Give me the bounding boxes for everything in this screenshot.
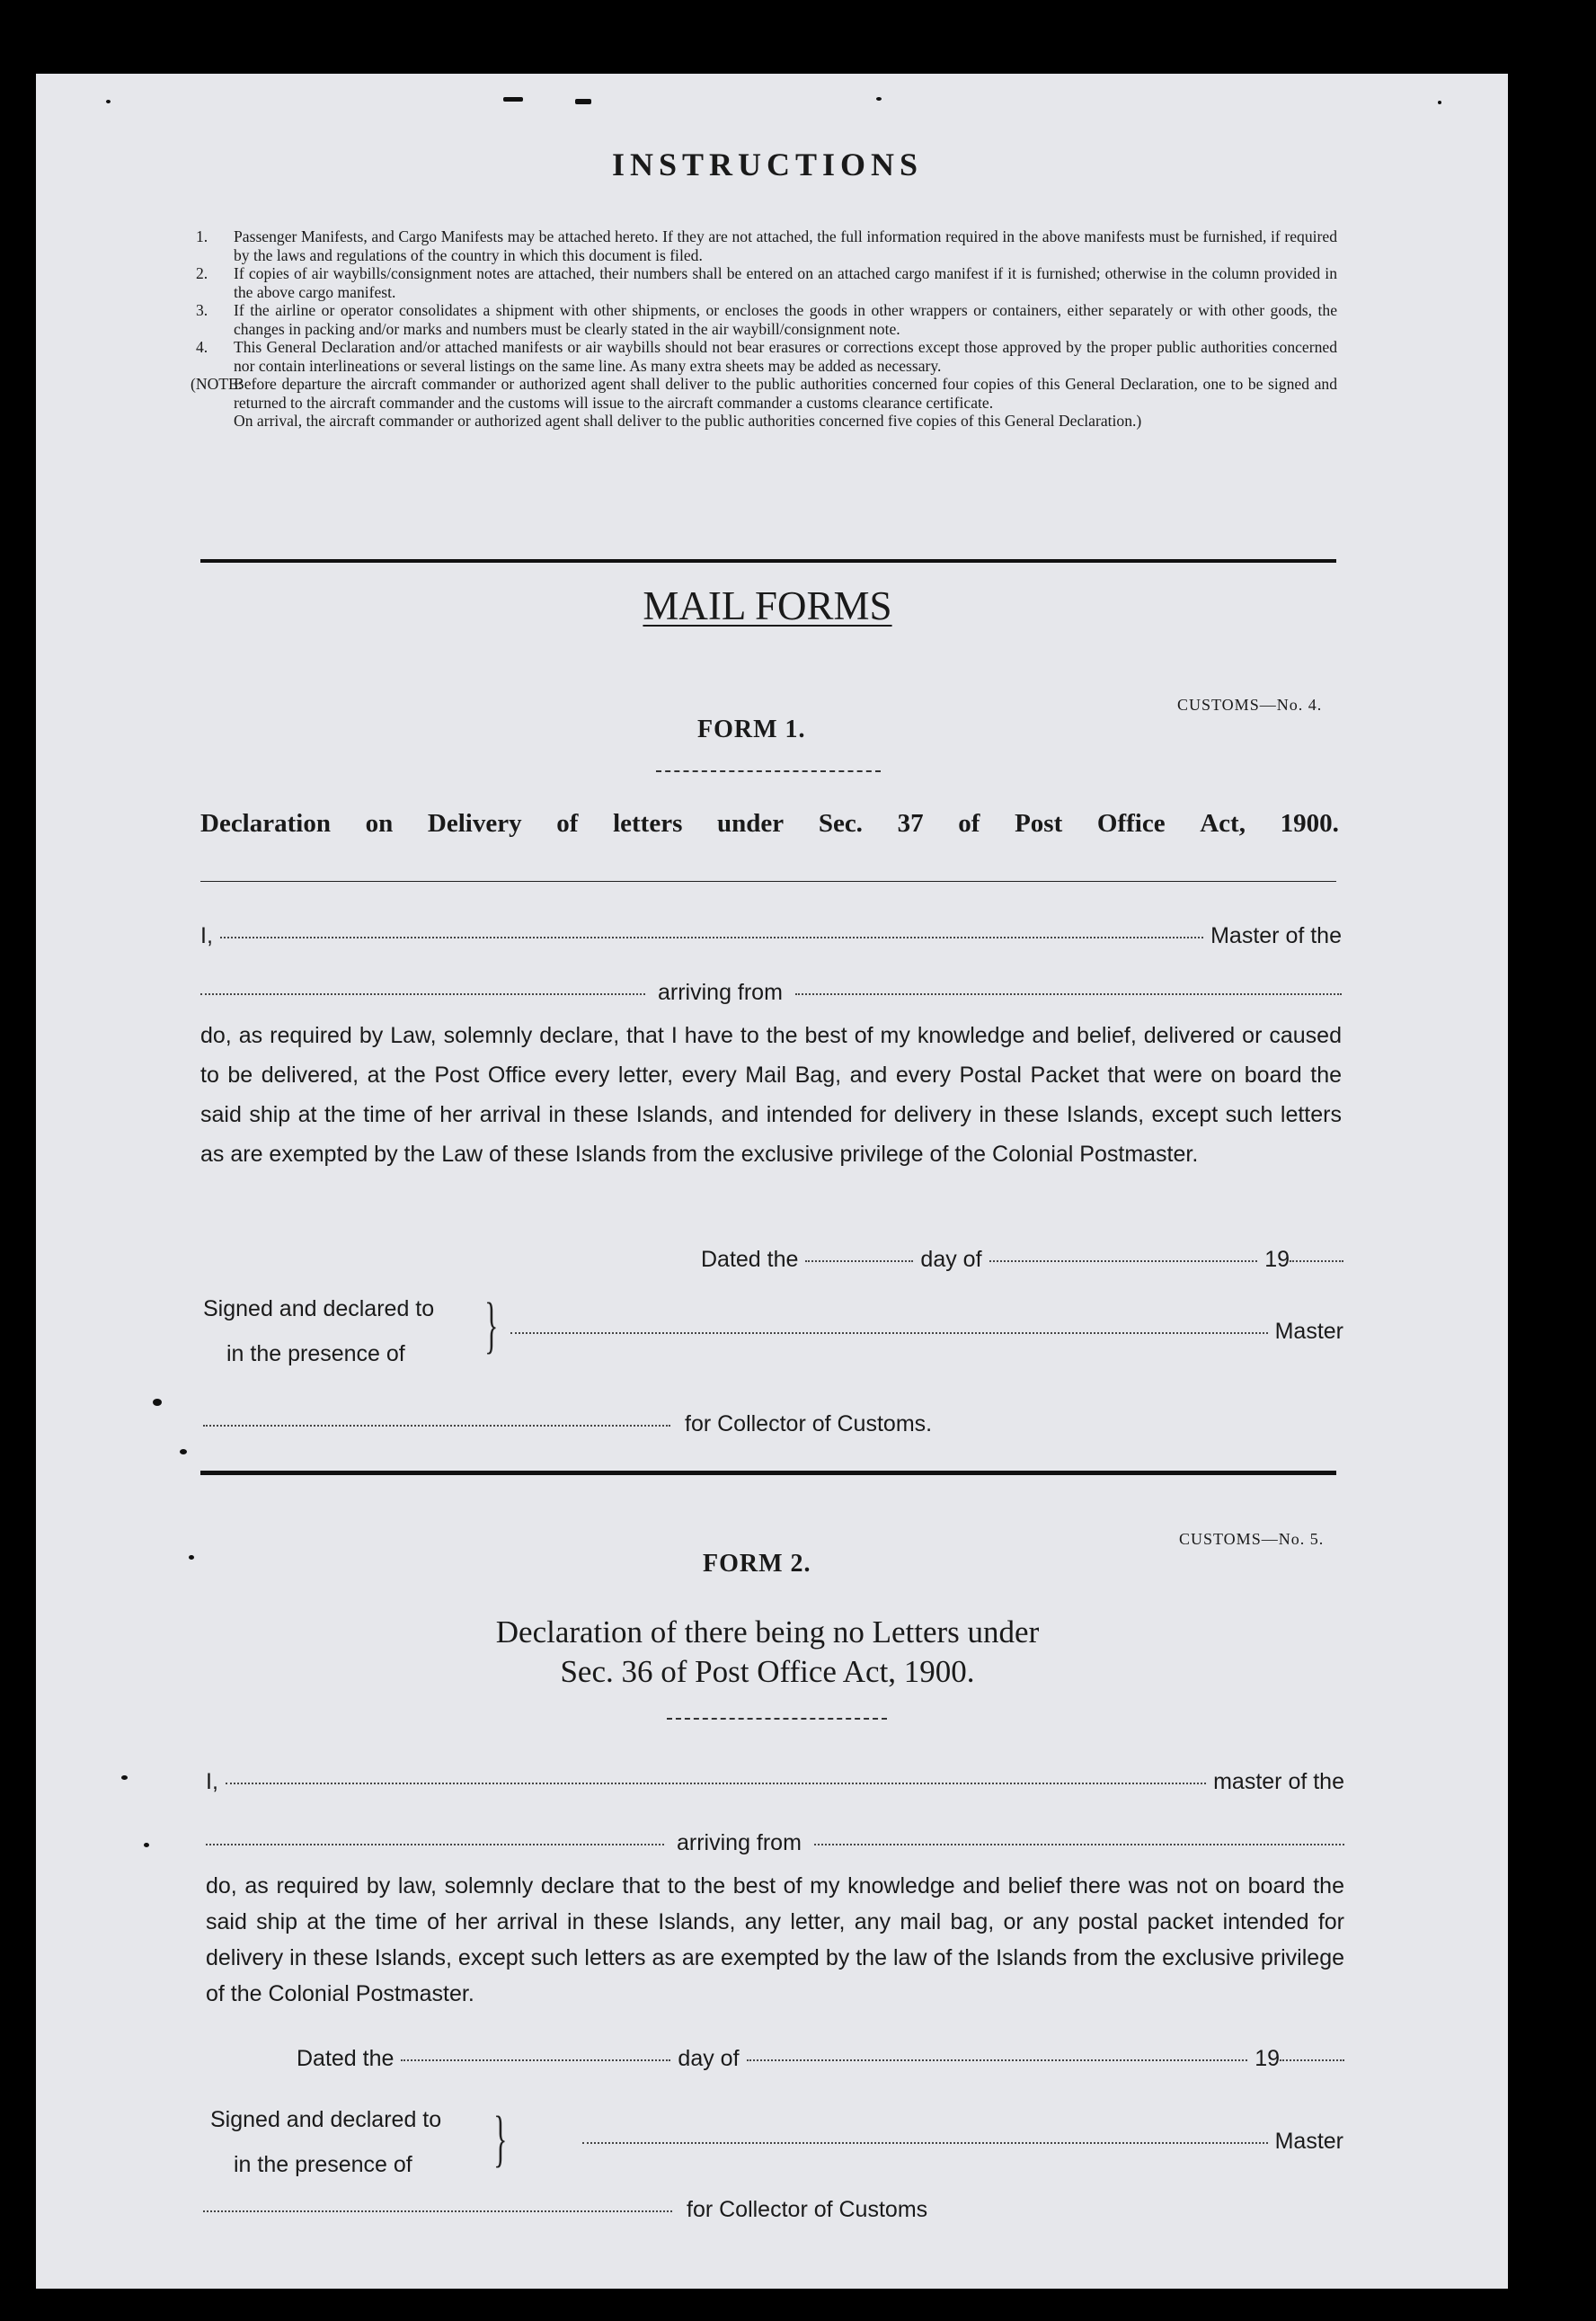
form2-master-line: [206, 1769, 1344, 1795]
date-month-field[interactable]: [989, 1260, 1258, 1262]
form1-dated-line: [701, 1247, 1343, 1273]
date-year-field[interactable]: [1290, 1260, 1343, 1262]
decl-word: Declaration: [200, 809, 331, 838]
instruction-item: [196, 227, 1337, 264]
decl-word: 37: [897, 809, 924, 838]
form2-year: 19: [1255, 2046, 1280, 2071]
form1-title-rule: [200, 881, 1336, 882]
note-label: (NOTE:: [191, 375, 243, 393]
decl-word: Delivery: [427, 809, 522, 838]
instructions-title: INSTRUCTIONS: [611, 147, 924, 182]
form2-signed-line1: Signed and declared to: [210, 2107, 442, 2132]
form1-arriving-from: arriving from: [658, 980, 783, 1005]
instruction-item: [196, 301, 1337, 338]
form2-signed-line2: in the presence of: [234, 2152, 412, 2177]
form1-line1-end: Master of the: [1210, 923, 1342, 948]
master-name-field[interactable]: [220, 937, 1203, 938]
master-name-field[interactable]: [226, 1783, 1206, 1784]
decl-word: Post: [1015, 809, 1063, 838]
note-text-departure: Before departure the aircraft commander or authorized agent shall deliver to the public authorities concerned four copies of this General Declaration, one to be signed and returned to the aircraft commander and the customs will issue to the aircraft commander a customs clearance certificate.: [234, 375, 1337, 412]
form2-line1-end: master of the: [1213, 1769, 1344, 1794]
form1-arriving-line: [200, 980, 1342, 1006]
scan-speck: [121, 1775, 128, 1780]
mail-forms-title: MAIL FORMS: [643, 583, 892, 628]
instruction-item: [196, 338, 1337, 375]
instruction-note-arrival: [196, 412, 1337, 431]
instruction-number: 1.: [196, 227, 208, 245]
scan-speck: [189, 1555, 194, 1560]
origin-field[interactable]: [814, 1844, 1344, 1845]
date-day-field[interactable]: [401, 2059, 670, 2061]
date-month-field[interactable]: [747, 2059, 1248, 2061]
scan-speck: [153, 1399, 162, 1406]
decl-word: Office: [1096, 809, 1166, 838]
form1-brace: }: [484, 1291, 499, 1360]
ship-name-field[interactable]: [200, 993, 645, 995]
scan-speck: [503, 97, 523, 102]
scan-speck: [180, 1449, 187, 1454]
decl-word: Sec.: [818, 809, 863, 838]
form1-year: 19: [1264, 1247, 1290, 1272]
decl-word: under: [717, 809, 785, 838]
decl-word: on: [365, 809, 394, 838]
form1-line1-start: I,: [200, 923, 213, 948]
master-signature-field[interactable]: [582, 2142, 1268, 2144]
instruction-text: This General Declaration and/or attached manifests or air waybills should not bear erasures or corrections except those approved by the proper public authorities concerned nor contain interlineations or several listings on the same line. As many extra sheets may be added as necessary.: [234, 338, 1337, 375]
form1-day-of: day of: [920, 1247, 982, 1272]
form2-dated-the: Dated the: [297, 2046, 395, 2071]
form2-heading: FORM 2.: [703, 1550, 811, 1578]
instructions-list: [191, 227, 1337, 431]
date-year-field[interactable]: [1280, 2059, 1344, 2061]
form1-dated-the: Dated the: [701, 1247, 799, 1272]
decl-word: Act,: [1200, 809, 1246, 838]
master-signature-field[interactable]: [510, 1332, 1268, 1334]
form2-dated-line: [297, 2046, 1344, 2072]
form1-master-label: Master: [1274, 1319, 1343, 1344]
form1-declaration-body: do, as required by Law, solemnly declare, that I have to the best of my knowledge and belief, delivered or caused to be delivered, at the Post Office every letter, every Mail Bag, and every Postal Packet that were on board the said ship at the time of her arrival in these Islands, and intended for delivery in these Islands, except such letters as are exempted by the Law of these Islands from the exclusive privilege of the Colonial Postmaster.: [200, 1023, 1342, 1167]
scan-speck: [575, 99, 591, 104]
form1-master-signature: [503, 1319, 1343, 1345]
form1-customs-number: CUSTOMS—No. 4.: [1177, 696, 1323, 714]
instruction-number: 4.: [196, 338, 208, 356]
form1-declaration-title: [200, 809, 1339, 839]
form1-signed-line2: in the presence of: [226, 1341, 405, 1366]
form-divider: [200, 1471, 1336, 1475]
form1-collector: for Collector of Customs.: [685, 1411, 933, 1436]
form2-customs-number: CUSTOMS—No. 5.: [1179, 1530, 1325, 1548]
form1-heading-rule: [656, 770, 881, 774]
ship-name-field[interactable]: [206, 1844, 664, 1845]
instruction-number: 3.: [196, 301, 208, 319]
form2-title-line1: Declaration of there being no Letters under: [495, 1614, 1040, 1650]
note-text-arrival: On arrival, the aircraft commander or authorized agent shall deliver to the public authorities concerned five copies of this General Declaration.): [234, 412, 1142, 430]
decl-word: 1900.: [1280, 809, 1339, 838]
form2-collector: for Collector of Customs: [687, 2197, 928, 2222]
form2-title-line2: Sec. 36 of Post Office Act, 1900.: [560, 1654, 975, 1689]
instruction-number: 2.: [196, 264, 208, 282]
form1-signed-line1: Signed and declared to: [203, 1296, 435, 1321]
form1-master-line: [200, 923, 1342, 949]
form2-day-of: day of: [678, 2046, 740, 2071]
origin-field[interactable]: [795, 993, 1342, 995]
date-day-field[interactable]: [805, 1260, 913, 1262]
instruction-note: [191, 375, 1337, 412]
instruction-text: If the airline or operator consolidates a shipment with other shipments, or encloses the goods in other wrappers or containers, either separately or with other goods, the changes in packing and/or marks and numbers must be clearly stated in the air waybill/consignment note.: [234, 301, 1337, 338]
instruction-item: [196, 264, 1337, 301]
form2-master-label: Master: [1274, 2129, 1343, 2154]
decl-word: of: [958, 809, 980, 838]
form2-collector-line: [203, 2197, 994, 2223]
decl-word: letters: [613, 809, 683, 838]
decl-word: of: [556, 809, 579, 838]
scan-speck: [106, 100, 111, 103]
form2-arriving-line: [206, 1830, 1344, 1856]
form1-heading: FORM 1.: [697, 716, 806, 743]
instruction-text: If copies of air waybills/consignment notes are attached, their numbers shall be entered on an attached cargo manifest if it is furnished; otherwise in the column provided in the above cargo manifest.: [234, 264, 1337, 301]
collector-signature-field[interactable]: [203, 2210, 672, 2212]
form2-title-rule: [667, 1718, 887, 1721]
form2-line1-start: I,: [206, 1769, 218, 1794]
form2-declaration-body: do, as required by law, solemnly declare that to the best of my knowledge and belief there was not on board the said ship at the time of her arrival in these Islands, any letter, any mail bag, or any postal packet intended for delivery in these Islands, except such letters as are exempted by the law of the Islands from the exclusive privilege of the Colonial Postmaster.: [206, 1873, 1344, 2006]
scan-speck: [1438, 101, 1441, 104]
collector-signature-field[interactable]: [203, 1425, 670, 1427]
scan-speck: [876, 97, 882, 101]
scan-speck: [144, 1843, 149, 1847]
form1-collector-line: [203, 1411, 994, 1437]
form2-arriving-from: arriving from: [677, 1830, 802, 1855]
form2-master-signature: [575, 2129, 1343, 2155]
form2-brace: }: [493, 2104, 508, 2174]
instruction-text: Passenger Manifests, and Cargo Manifests may be attached hereto. If they are not attached, the full information required in the above manifests must be furnished, if required by the laws and regulations of the country in which this document is filed.: [234, 227, 1337, 264]
section-divider: [200, 559, 1336, 563]
